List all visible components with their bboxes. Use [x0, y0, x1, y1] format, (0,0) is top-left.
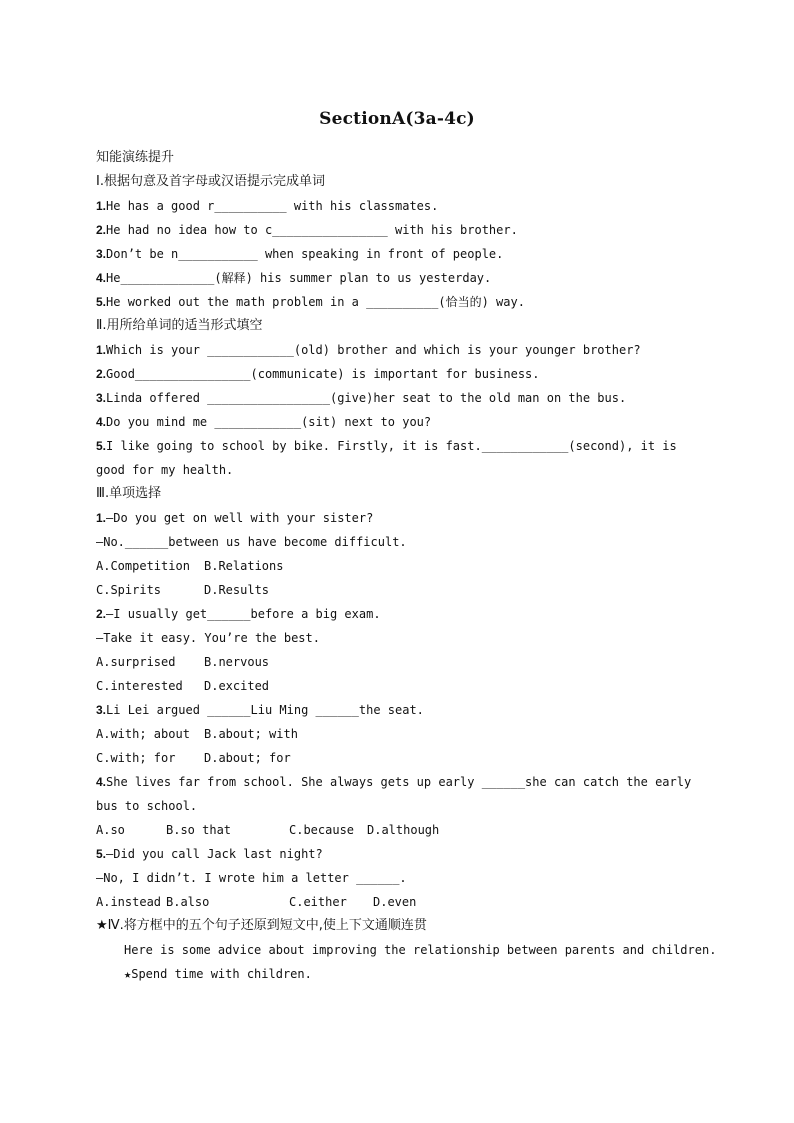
question-text: —Do you get on well with your sister?: [106, 511, 374, 525]
option-d: D.Results: [204, 583, 270, 597]
option-b: B.so that: [166, 823, 232, 837]
option-c: C.Spirits: [96, 583, 162, 597]
question-number: 5.: [96, 847, 107, 861]
question-line: [96, 362, 716, 386]
question-text: I like going to school by bike. Firstly, it is fast.____________(second), it is: [106, 439, 677, 453]
question-text: Li Lei argued ______Liu Ming ______the seat.: [106, 703, 424, 717]
question-line-2: bus to school.: [96, 799, 198, 813]
question-number: 3.: [96, 703, 107, 717]
question-text: Which is your ____________(old) brother and which is your younger brother?: [106, 343, 641, 357]
question-line: [96, 434, 716, 458]
question-text: She lives far from school. She always gets up early ______she can catch the early: [106, 775, 692, 789]
question-line-2: —No.______between us have become difficult.: [96, 535, 407, 549]
question-text: Do you mind me ____________(sit) next to you?: [106, 415, 432, 429]
question-number: 2.: [96, 223, 107, 237]
question-line: [96, 266, 716, 290]
option-a: A.Competition: [96, 559, 190, 573]
option-a: A.so: [96, 823, 125, 837]
question-line: [96, 218, 716, 242]
question-line: [96, 698, 716, 722]
question-line: [96, 290, 716, 314]
question-text: —Did you call Jack last night?: [106, 847, 323, 861]
option-a: A.surprised: [96, 655, 176, 669]
section-2-heading: Ⅱ.用所给单词的适当形式填空: [96, 318, 263, 333]
intro-heading: 知能演练提升: [96, 150, 175, 165]
question-number: 3.: [96, 247, 107, 261]
options-row: [96, 578, 716, 602]
option-b: B.about; with: [204, 727, 298, 741]
question-line: [96, 242, 716, 266]
page-title: SectionA(3a-4c): [319, 109, 475, 129]
question-number: 4.: [96, 271, 107, 285]
question-number: 4.: [96, 415, 107, 429]
question-line-2: —Take it easy. You’re the best.: [96, 631, 320, 645]
question-number: 2.: [96, 607, 107, 621]
option-d: D.even: [373, 895, 417, 909]
option-b: B.also: [166, 895, 210, 909]
option-d: D.although: [367, 823, 440, 837]
question-number: 5.: [96, 439, 107, 453]
question-text: He_____________(解释) his summer plan to us yesterday.: [106, 271, 492, 285]
option-c: C.interested: [96, 679, 183, 693]
question-text: Linda offered _________________(give)her seat to the old man on the bus.: [106, 391, 627, 405]
options-row: [96, 746, 716, 770]
passage-paragraph: ★Spend time with children.: [124, 967, 312, 981]
question-number: 2.: [96, 367, 107, 381]
option-c: C.either: [289, 895, 347, 909]
options-row: [96, 554, 716, 578]
passage-paragraph: Here is some advice about improving the relationship between parents and children.: [124, 943, 717, 957]
section-4-heading: ★Ⅳ.将方框中的五个句子还原到短文中,使上下文通顺连贯: [96, 918, 427, 933]
question-line: [96, 770, 716, 794]
question-text: Don’t be n___________ when speaking in front of people.: [106, 247, 504, 261]
options-row: [96, 890, 716, 914]
worksheet-body: [96, 146, 716, 986]
question-line: [96, 506, 716, 530]
question-line: [96, 602, 716, 626]
option-a: A.with; about: [96, 727, 190, 741]
options-row: [96, 650, 716, 674]
question-text: Good________________(communicate) is important for business.: [106, 367, 540, 381]
question-line: [96, 386, 716, 410]
question-continuation: good for my health.: [96, 463, 234, 477]
question-number: 3.: [96, 391, 107, 405]
options-row: [96, 818, 716, 842]
option-c: C.because: [289, 823, 355, 837]
question-number: 1.: [96, 199, 107, 213]
question-number: 4.: [96, 775, 107, 789]
question-line: [96, 338, 716, 362]
option-b: B.Relations: [204, 559, 284, 573]
option-a: A.instead: [96, 895, 162, 909]
question-number: 1.: [96, 511, 107, 525]
question-line: [96, 194, 716, 218]
section-1-heading: Ⅰ.根据句意及首字母或汉语提示完成单词: [96, 174, 325, 189]
question-line: [96, 410, 716, 434]
question-number: 5.: [96, 295, 107, 309]
option-b: B.nervous: [204, 655, 270, 669]
question-text: He worked out the math problem in a __________(恰当的) way.: [106, 295, 525, 309]
question-text: He had no idea how to c________________ with his brother.: [106, 223, 518, 237]
question-line-2: —No, I didn’t. I wrote him a letter ______.: [96, 871, 407, 885]
question-text: —I usually get______before a big exam.: [106, 607, 381, 621]
option-c: C.with; for: [96, 751, 176, 765]
option-d: D.excited: [204, 679, 270, 693]
option-d: D.about; for: [204, 751, 291, 765]
options-row: [96, 674, 716, 698]
section-3-heading: Ⅲ.单项选择: [96, 486, 162, 501]
options-row: [96, 722, 716, 746]
question-number: 1.: [96, 343, 107, 357]
question-text: He has a good r__________ with his classmates.: [106, 199, 439, 213]
question-line: [96, 842, 716, 866]
